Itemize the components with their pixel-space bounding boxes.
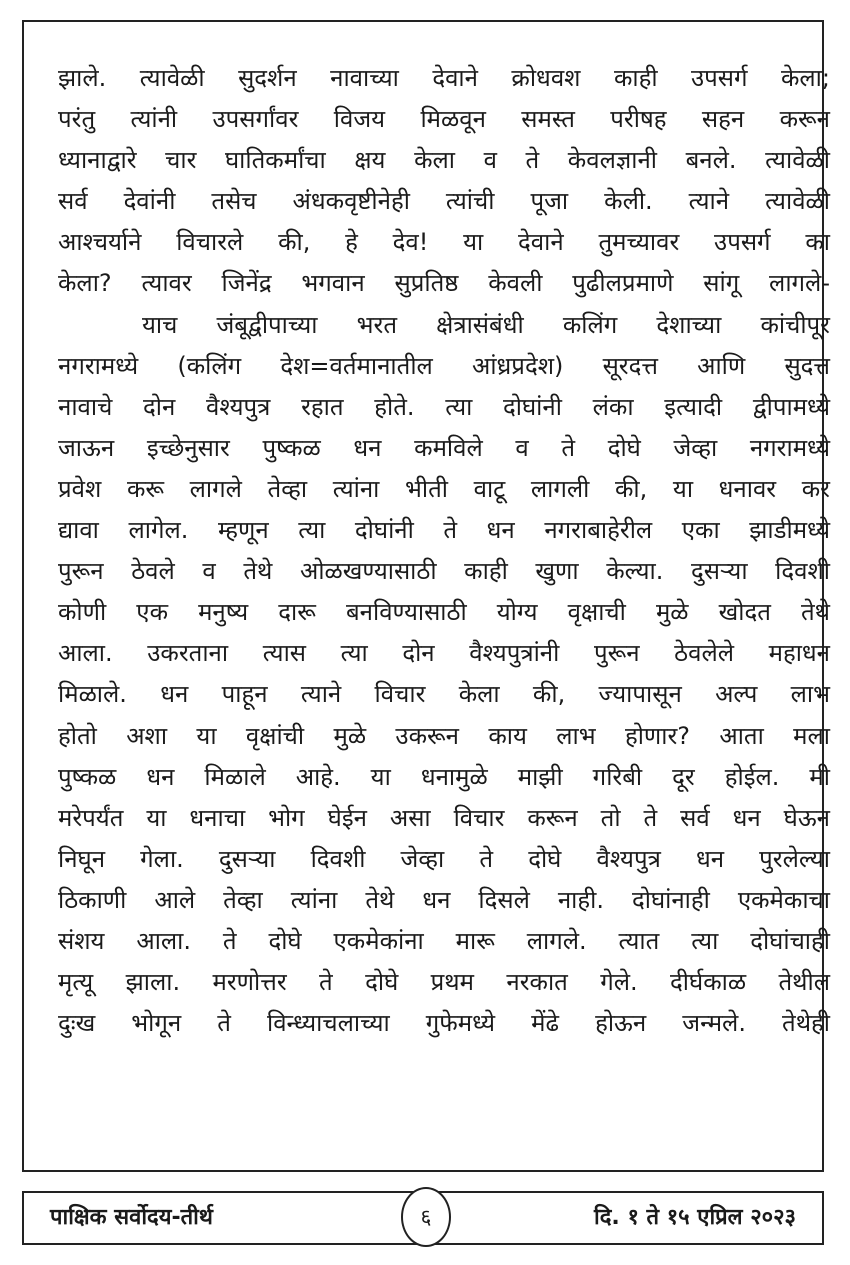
- text-line: आश्चर्याने विचारले की, हे देव! या देवाने तुमच्यावर उपसर्ग का: [58, 228, 830, 257]
- text-line: झाले. त्यावेळी सुदर्शन नावाच्या देवाने क्रोधवश काही उपसर्ग केला;: [58, 64, 830, 92]
- text-line: मिळाले. धन पाहून त्याने विचार केला की, ज्यापासून अल्प लाभ: [58, 680, 830, 709]
- page-footer: [22, 1191, 824, 1245]
- text-line: ठिकाणी आले तेव्हा त्यांना तेथे धन दिसले नाही. दोघांनाही एकमेकाचा: [58, 885, 830, 914]
- text-line: होतो अशा या वृक्षांची मुळे उकरून काय लाभ होणार? आता मला: [58, 721, 830, 750]
- text-line: निघून गेला. दुसऱ्या दिवशी जेव्हा ते दोघे वैश्यपुत्र धन पुरलेल्या: [58, 844, 830, 873]
- issue-date: दि. १ ते १५ एप्रिल २०२३: [594, 1205, 796, 1230]
- text-line: मृत्यू झाला. मरणोत्तर ते दोघे प्रथम नरकात गेले. दीर्घकाळ तेथील: [58, 968, 830, 997]
- text-line: पुरून ठेवले व तेथे ओळखण्यासाठी काही खुणा केल्या. दुसऱ्या दिवशी: [58, 557, 830, 586]
- text-frame: [22, 20, 830, 1172]
- text-line: केला? त्यावर जिनेंद्र भगवान सुप्रतिष्ठ केवली पुढीलप्रमाणे सांगू लागले-: [58, 269, 830, 298]
- body-text: [58, 58, 830, 1044]
- text-line: आला. उकरताना त्यास त्या दोन वैश्यपुत्रांनी पुरून ठेवलेले महाधन: [58, 639, 830, 668]
- text-line: नगरामध्ये (कलिंग देश=वर्तमानातील आंध्रप्रदेश) सूरदत्त आणि सुदत्त: [58, 351, 830, 380]
- text-line-paragraph-start: याच जंबूद्वीपाच्या भरत क्षेत्रासंबंधी कलिंग देशाच्या कांचीपूर: [142, 310, 830, 339]
- publication-title: पाक्षिक सर्वोदय-तीर्थ: [50, 1205, 213, 1230]
- text-line: सर्व देवांनी तसेच अंधकवृष्टीनेही त्यांची पूजा केली. त्याने त्यावेळी: [58, 187, 830, 216]
- text-line: जाऊन इच्छेनुसार पुष्कळ धन कमविले व ते दोघे जेव्हा नगरामध्ये: [58, 433, 830, 462]
- text-line: कोणी एक मनुष्य दारू बनविण्यासाठी योग्य वृक्षाची मुळे खोदत तेथे: [58, 598, 830, 627]
- text-line: प्रवेश करू लागले तेव्हा त्यांना भीती वाटू लागली की, या धनावर कर: [58, 474, 830, 503]
- text-line: ध्यानाद्वारे चार घातिकर्मांचा क्षय केला व ते केवलज्ञानी बनले. त्यावेळी: [58, 146, 830, 175]
- text-line: दुःख भोगून ते विन्ध्याचलाच्या गुफेमध्ये मेंढे होऊन जन्मले. तेथेही: [58, 1009, 830, 1038]
- text-line: पुष्कळ धन मिळाले आहे. या धनामुळे माझी गरिबी दूर होईल. मी: [58, 762, 830, 791]
- text-line: द्यावा लागेल. म्हणून त्या दोघांनी ते धन नगराबाहेरील एका झाडीमध्ये: [58, 516, 830, 545]
- text-line: परंतु त्यांनी उपसर्गांवर विजय मिळवून समस्त परीषह सहन करून: [58, 105, 830, 134]
- page-number: ६: [401, 1187, 451, 1247]
- text-line: नावाचे दोन वैश्यपुत्र रहात होते. त्या दोघांनी लंका इत्यादी द्वीपामध्ये: [58, 392, 830, 421]
- text-line: मरेपर्यंत या धनाचा भोग घेईन असा विचार करून तो ते सर्व धन घेऊन: [58, 803, 830, 832]
- text-line: संशय आला. ते दोघे एकमेकांना मारू लागले. त्यात त्या दोघांचाही: [58, 926, 830, 955]
